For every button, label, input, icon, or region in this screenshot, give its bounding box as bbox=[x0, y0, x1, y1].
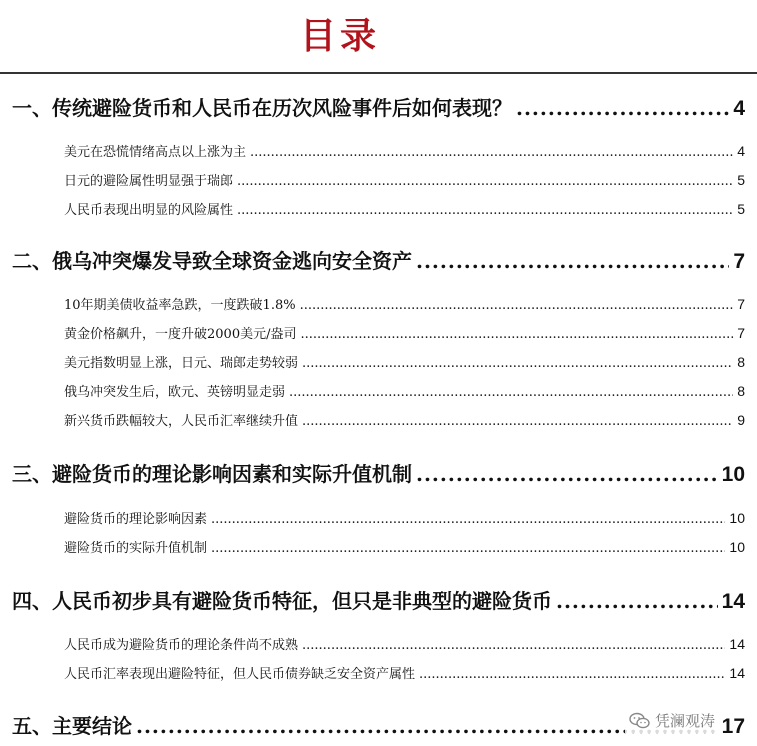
toc-page-number: 8 bbox=[737, 383, 745, 399]
toc-section-label: 三、避险货币的理论影响因素和实际升值机制 bbox=[12, 462, 412, 486]
toc-page-number: 4 bbox=[733, 97, 745, 120]
page-title: 目录 bbox=[299, 15, 380, 57]
toc-subsection-1-1[interactable] bbox=[64, 141, 745, 160]
toc-page-number: 5 bbox=[737, 201, 745, 217]
leader-dots bbox=[300, 298, 734, 313]
toc-section-label: 五、主要结论 bbox=[12, 714, 132, 738]
toc-subsection-2-5[interactable] bbox=[64, 410, 745, 429]
toc-page-number: 7 bbox=[737, 325, 745, 341]
toc-page-number: 9 bbox=[737, 412, 745, 428]
toc-page-number: 14 bbox=[721, 590, 745, 613]
toc-page-number: 7 bbox=[733, 250, 745, 273]
toc-subsection-4-2[interactable] bbox=[64, 663, 745, 682]
toc-subsection-label: 黄金价格飙升，一度升破2000美元/盎司 bbox=[64, 327, 297, 342]
toc-page-number: 8 bbox=[737, 354, 745, 370]
toc-subsection-4-1[interactable] bbox=[64, 634, 745, 653]
leader-dots bbox=[302, 638, 725, 653]
toc-subsection-1-2[interactable] bbox=[64, 170, 745, 189]
leader-dots bbox=[211, 512, 725, 527]
toc-page-number: 4 bbox=[737, 143, 745, 159]
leader-dots bbox=[237, 174, 733, 189]
leader-dots bbox=[416, 462, 718, 486]
leader-dots bbox=[300, 327, 733, 342]
leader-dots bbox=[289, 385, 733, 400]
toc-page-number: 10 bbox=[721, 463, 745, 486]
title-divider bbox=[0, 72, 757, 74]
leader-dots bbox=[302, 356, 733, 371]
leader-dots bbox=[516, 96, 729, 120]
toc-subsection-3-1[interactable] bbox=[64, 508, 745, 527]
toc-subsection-label: 人民币表现出明显的风险属性 bbox=[64, 203, 234, 218]
toc-section-1[interactable] bbox=[12, 92, 745, 121]
toc-subsection-label: 人民币成为避险货币的理论条件尚不成熟 bbox=[64, 638, 299, 653]
toc-subsection-label: 日元的避险属性明显强于瑞郎 bbox=[64, 174, 234, 189]
toc-page-number: 17 bbox=[721, 715, 745, 738]
watermark bbox=[625, 708, 719, 733]
toc-section-label: 四、人民币初步具有避险货币特征，但只是非典型的避险货币 bbox=[12, 589, 552, 613]
toc-page-number: 5 bbox=[737, 172, 745, 188]
toc-subsection-label: 避险货币的理论影响因素 bbox=[64, 512, 208, 527]
toc-subsection-2-3[interactable] bbox=[64, 352, 745, 371]
leader-dots bbox=[556, 589, 718, 613]
leader-dots bbox=[416, 249, 729, 273]
toc-section-2[interactable] bbox=[12, 245, 745, 274]
toc-subsection-2-2[interactable] bbox=[64, 323, 745, 342]
toc-subsection-label: 俄乌冲突发生后，欧元、英镑明显走弱 bbox=[64, 385, 286, 400]
leader-dots bbox=[237, 203, 733, 218]
toc-subsection-3-2[interactable] bbox=[64, 537, 745, 556]
watermark-text: 凭澜观涛 bbox=[654, 712, 715, 730]
leader-dots bbox=[419, 667, 725, 682]
toc-subsection-1-3[interactable] bbox=[64, 199, 745, 218]
wechat-icon bbox=[629, 712, 651, 730]
toc-section-3[interactable] bbox=[12, 458, 745, 487]
toc-subsection-label: 避险货币的实际升值机制 bbox=[64, 541, 208, 556]
toc-section-4[interactable] bbox=[12, 585, 745, 614]
leader-dots bbox=[302, 414, 733, 429]
toc-page-number: 14 bbox=[729, 665, 745, 681]
leader-dots bbox=[250, 145, 733, 160]
toc-page-number: 10 bbox=[729, 539, 745, 555]
toc-subsection-label: 人民币汇率表现出避险特征，但人民币债券缺乏安全资产属性 bbox=[64, 667, 416, 682]
toc-subsection-2-4[interactable] bbox=[64, 381, 745, 400]
toc-subsection-2-1[interactable] bbox=[64, 294, 745, 313]
toc-page-number: 10 bbox=[729, 510, 745, 526]
toc-section-label: 二、俄乌冲突爆发导致全球资金逃向安全资产 bbox=[12, 249, 412, 273]
toc-subsection-label: 美元指数明显上涨，日元、瑞郎走势较弱 bbox=[64, 356, 299, 371]
leader-dots bbox=[211, 541, 725, 556]
toc-section-label: 一、传统避险货币和人民币在历次风险事件后如何表现？ bbox=[12, 96, 512, 120]
toc-page-number: 14 bbox=[729, 636, 745, 652]
toc-subsection-label: 10年期美债收益率急跌，一度跌破1.8% bbox=[64, 298, 296, 313]
toc-subsection-label: 美元在恐慌情绪高点以上涨为主 bbox=[64, 145, 247, 160]
toc-page-number: 7 bbox=[737, 296, 745, 312]
toc-subsection-label: 新兴货币跌幅较大，人民币汇率继续升值 bbox=[64, 414, 299, 429]
